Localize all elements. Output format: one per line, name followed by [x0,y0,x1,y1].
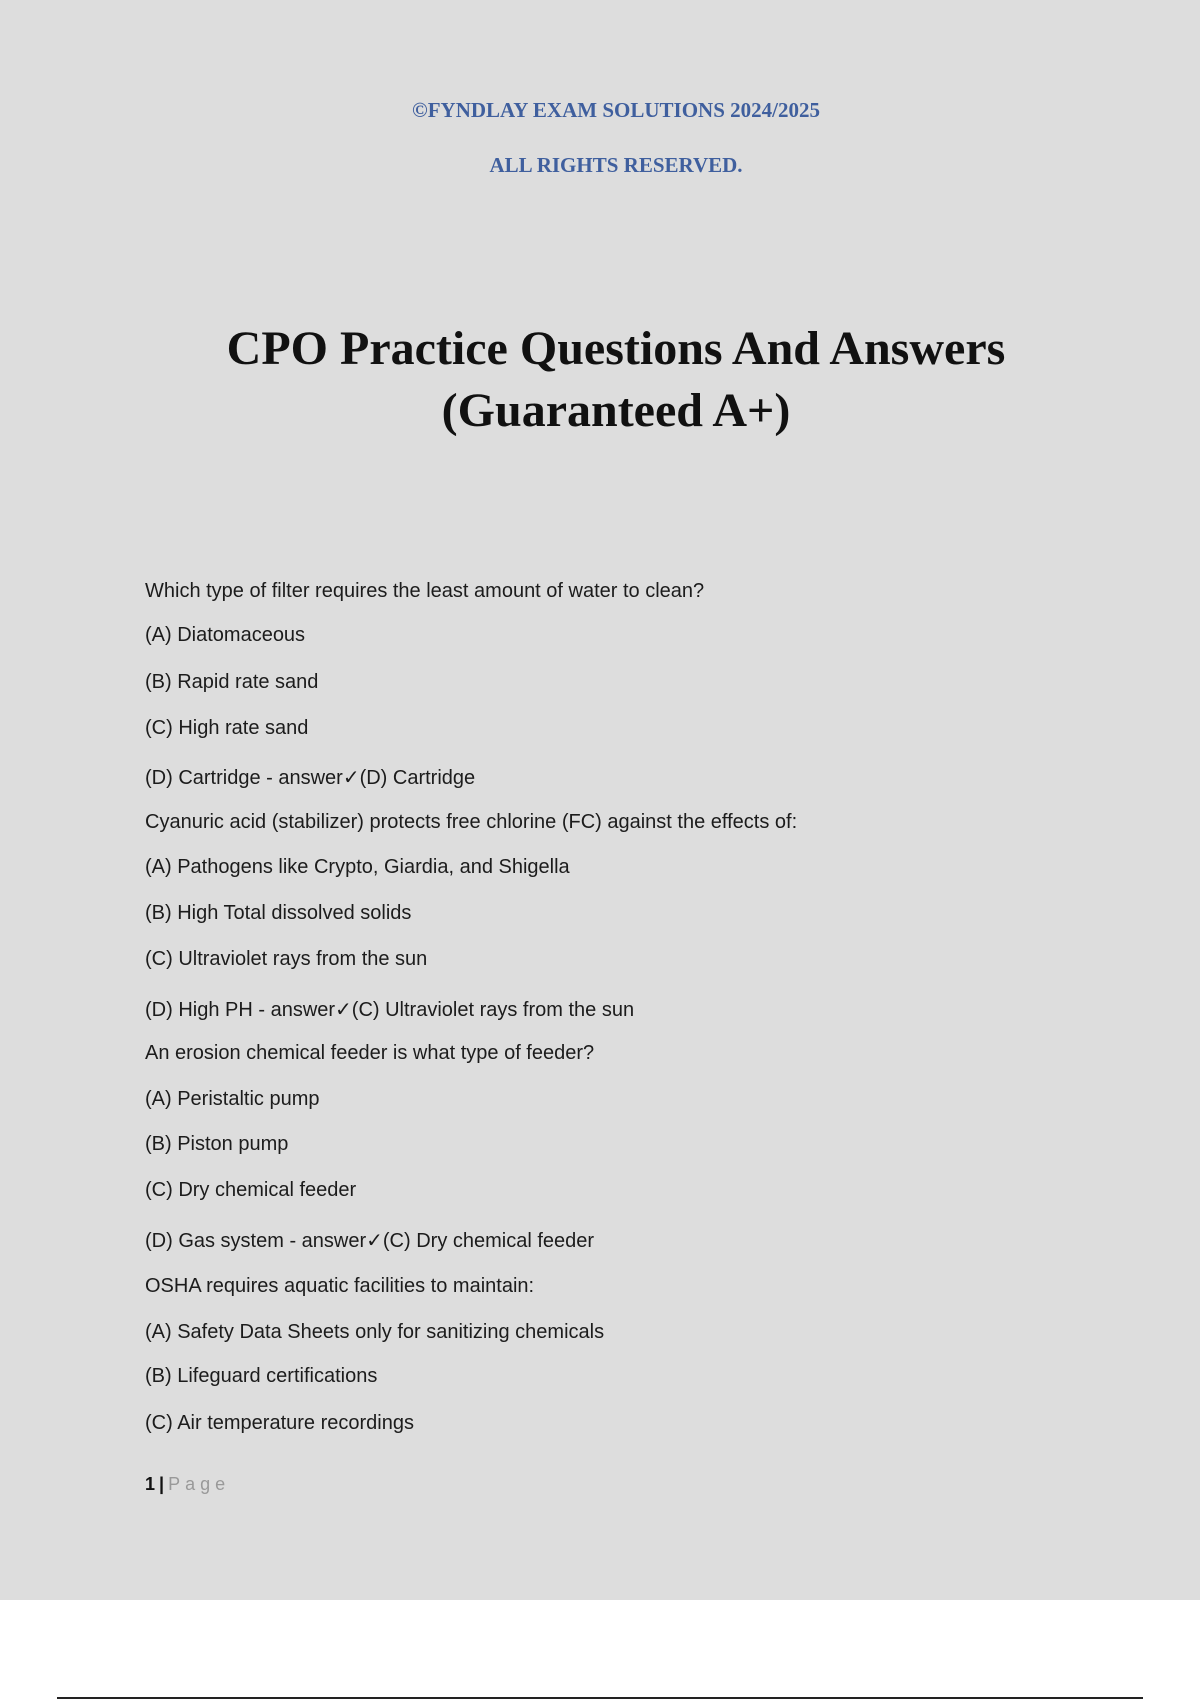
q4-option-b: (B) Lifeguard certifications [145,1365,378,1387]
title-line-1: CPO Practice Questions And Answers [226,322,1006,375]
q2-option-a: (A) Pathogens like Crypto, Giardia, and Shigella [145,856,570,878]
bottom-divider [57,1697,1143,1699]
q1-option-b: (B) Rapid rate sand [145,671,319,693]
page-footer [145,1474,230,1495]
title-line-2: (Guaranteed A+) [441,384,791,437]
q1-option-a: (A) Diatomaceous [145,624,306,646]
document-title [0,318,1200,442]
question-3: An erosion chemical feeder is what type of feeder? [145,1042,595,1064]
page-number: 1 [145,1474,156,1494]
page-label: Page [168,1474,231,1494]
q4-option-a: (A) Safety Data Sheets only for sanitizing chemicals [145,1321,605,1343]
q1-option-c: (C) High rate sand [145,717,309,739]
q3-option-a: (A) Peristaltic pump [145,1088,320,1110]
footer-separator: | [159,1474,165,1494]
q2-option-d-answer: (D) High PH - answer✓(C) Ultraviolet rays from the sun [145,999,635,1021]
q3-option-c: (C) Dry chemical feeder [145,1179,357,1201]
q2-option-b: (B) High Total dissolved solids [145,902,412,924]
q1-option-d-answer: (D) Cartridge - answer✓(D) Cartridge [145,767,476,789]
question-2: Cyanuric acid (stabilizer) protects free chlorine (FC) against the effects of: [145,811,798,833]
question-4: OSHA requires aquatic facilities to maintain: [145,1275,535,1297]
copyright-header: ©FYNDLAY EXAM SOLUTIONS 2024/2025 [412,98,820,122]
rights-reserved-header: ALL RIGHTS RESERVED. [489,153,743,177]
question-1: Which type of filter requires the least amount of water to clean? [145,580,705,602]
q4-option-c: (C) Air temperature recordings [145,1412,414,1434]
q3-option-d-answer: (D) Gas system - answer✓(C) Dry chemical feeder [145,1230,595,1252]
q3-option-b: (B) Piston pump [145,1133,289,1155]
q2-option-c: (C) Ultraviolet rays from the sun [145,948,428,970]
